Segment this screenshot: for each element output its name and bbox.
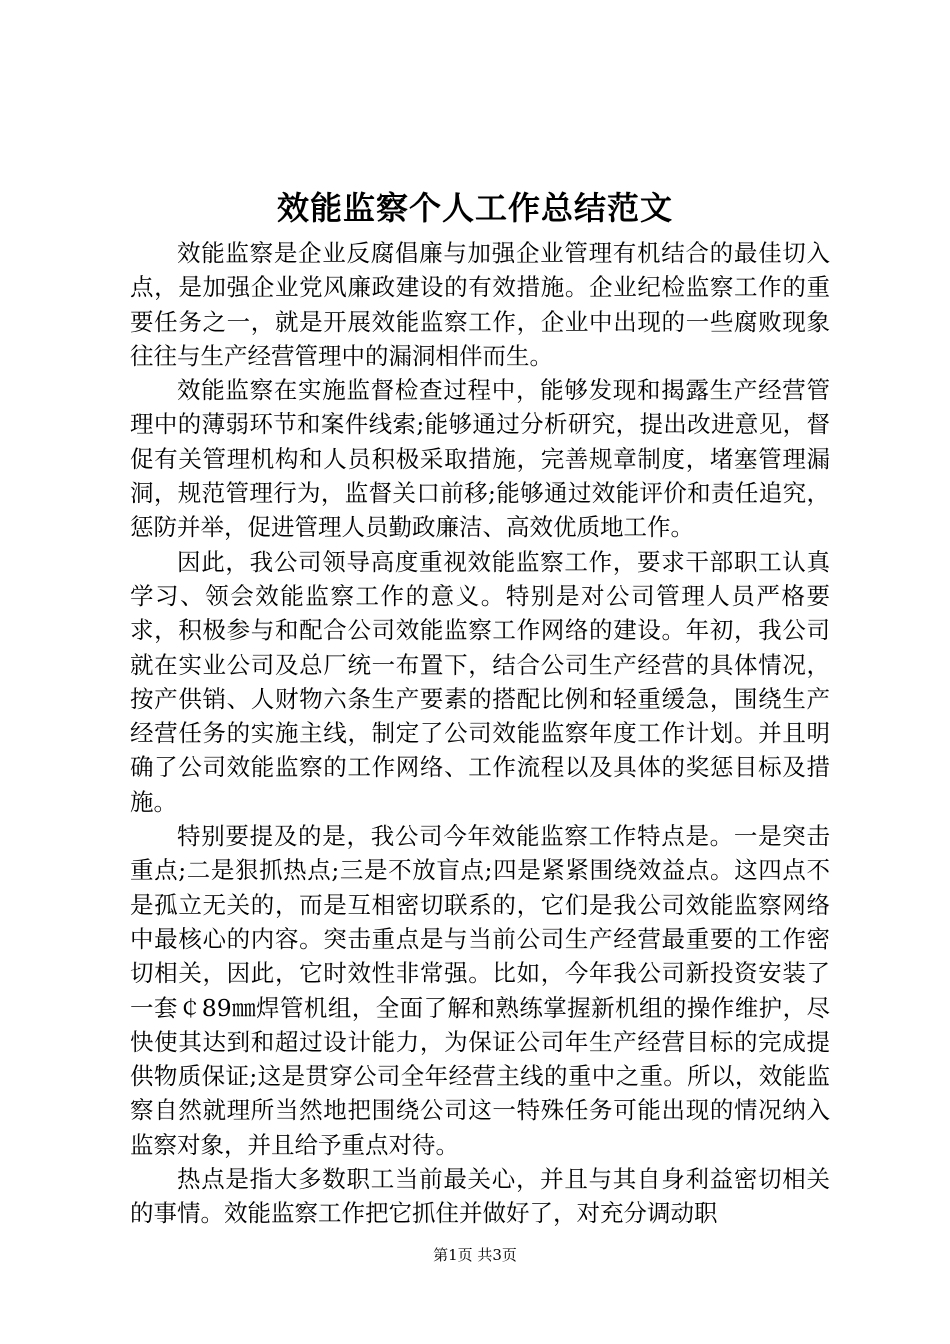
document-title: 效能监察个人工作总结范文 — [276, 189, 673, 227]
document-body — [130, 236, 830, 1231]
page-footer: 第1页 共3页 — [433, 1246, 517, 1264]
paragraph: 效能监察是企业反腐倡廉与加强企业管理有机结合的最佳切入点，是加强企业党风廉政建设的有效措施。企业纪检监察工作的重要任务之一，就是开展效能监察工作，企业中出现的一些腐败现象往往与生产经营管理中的漏洞相伴而生。 — [130, 239, 830, 370]
paragraph: 因此，我公司领导高度重视效能监察工作，要求干部职工认真学习、领会效能监察工作的意义。特别是对公司管理人员严格要求，积极参与和配合公司效能监察工作网络的建设。年初，我公司就在实业公司及总厂统一布置下，结合公司生产经营的具体情况，按产供销、人财物六条生产要素的搭配比例和轻重缓急，围绕生产经营任务的实施主线，制定了公司效能监察年度工作计划。并且明确了公司效能监察的工作网络、工作流程以及具体的奖惩目标及措施。 — [130, 547, 830, 816]
paragraph: 热点是指大多数职工当前最关心，并且与其自身利益密切相关的事情。效能监察工作把它抓住并做好了，对充分调动职 — [130, 1165, 830, 1228]
paragraph: 效能监察在实施监督检查过程中，能够发现和揭露生产经营管理中的薄弱环节和案件线索;能够通过分析研究，提出改进意见，督促有关管理机构和人员积极采取措施，完善规章制度，堵塞管理漏洞，规范管理行为，监督关口前移;能够通过效能评价和责任追究，惩防并举，促进管理人员勤政廉洁、高效优质地工作。 — [130, 376, 830, 542]
paragraph: 特别要提及的是，我公司今年效能监察工作特点是。一是突击重点;二是狠抓热点;三是不放盲点;四是紧紧围绕效益点。这四点不是孤立无关的，而是互相密切联系的，它们是我公司效能监察网络中最核心的内容。突击重点是与当前公司生产经营最重要的工作密切相关，因此，它时效性非常强。比如，今年我公司新投资安装了一套￠89㎜焊管机组，全面了解和熟练掌握新机组的操作维护，尽快使其达到和超过设计能力，为保证公司年生产经营目标的完成提供物质保证;这是贯穿公司全年经营主线的重中之重。所以，效能监察自然就理所当然地把围绕公司这一特殊任务可能出现的情况纳入监察对象，并且给予重点对待。 — [130, 822, 830, 1159]
